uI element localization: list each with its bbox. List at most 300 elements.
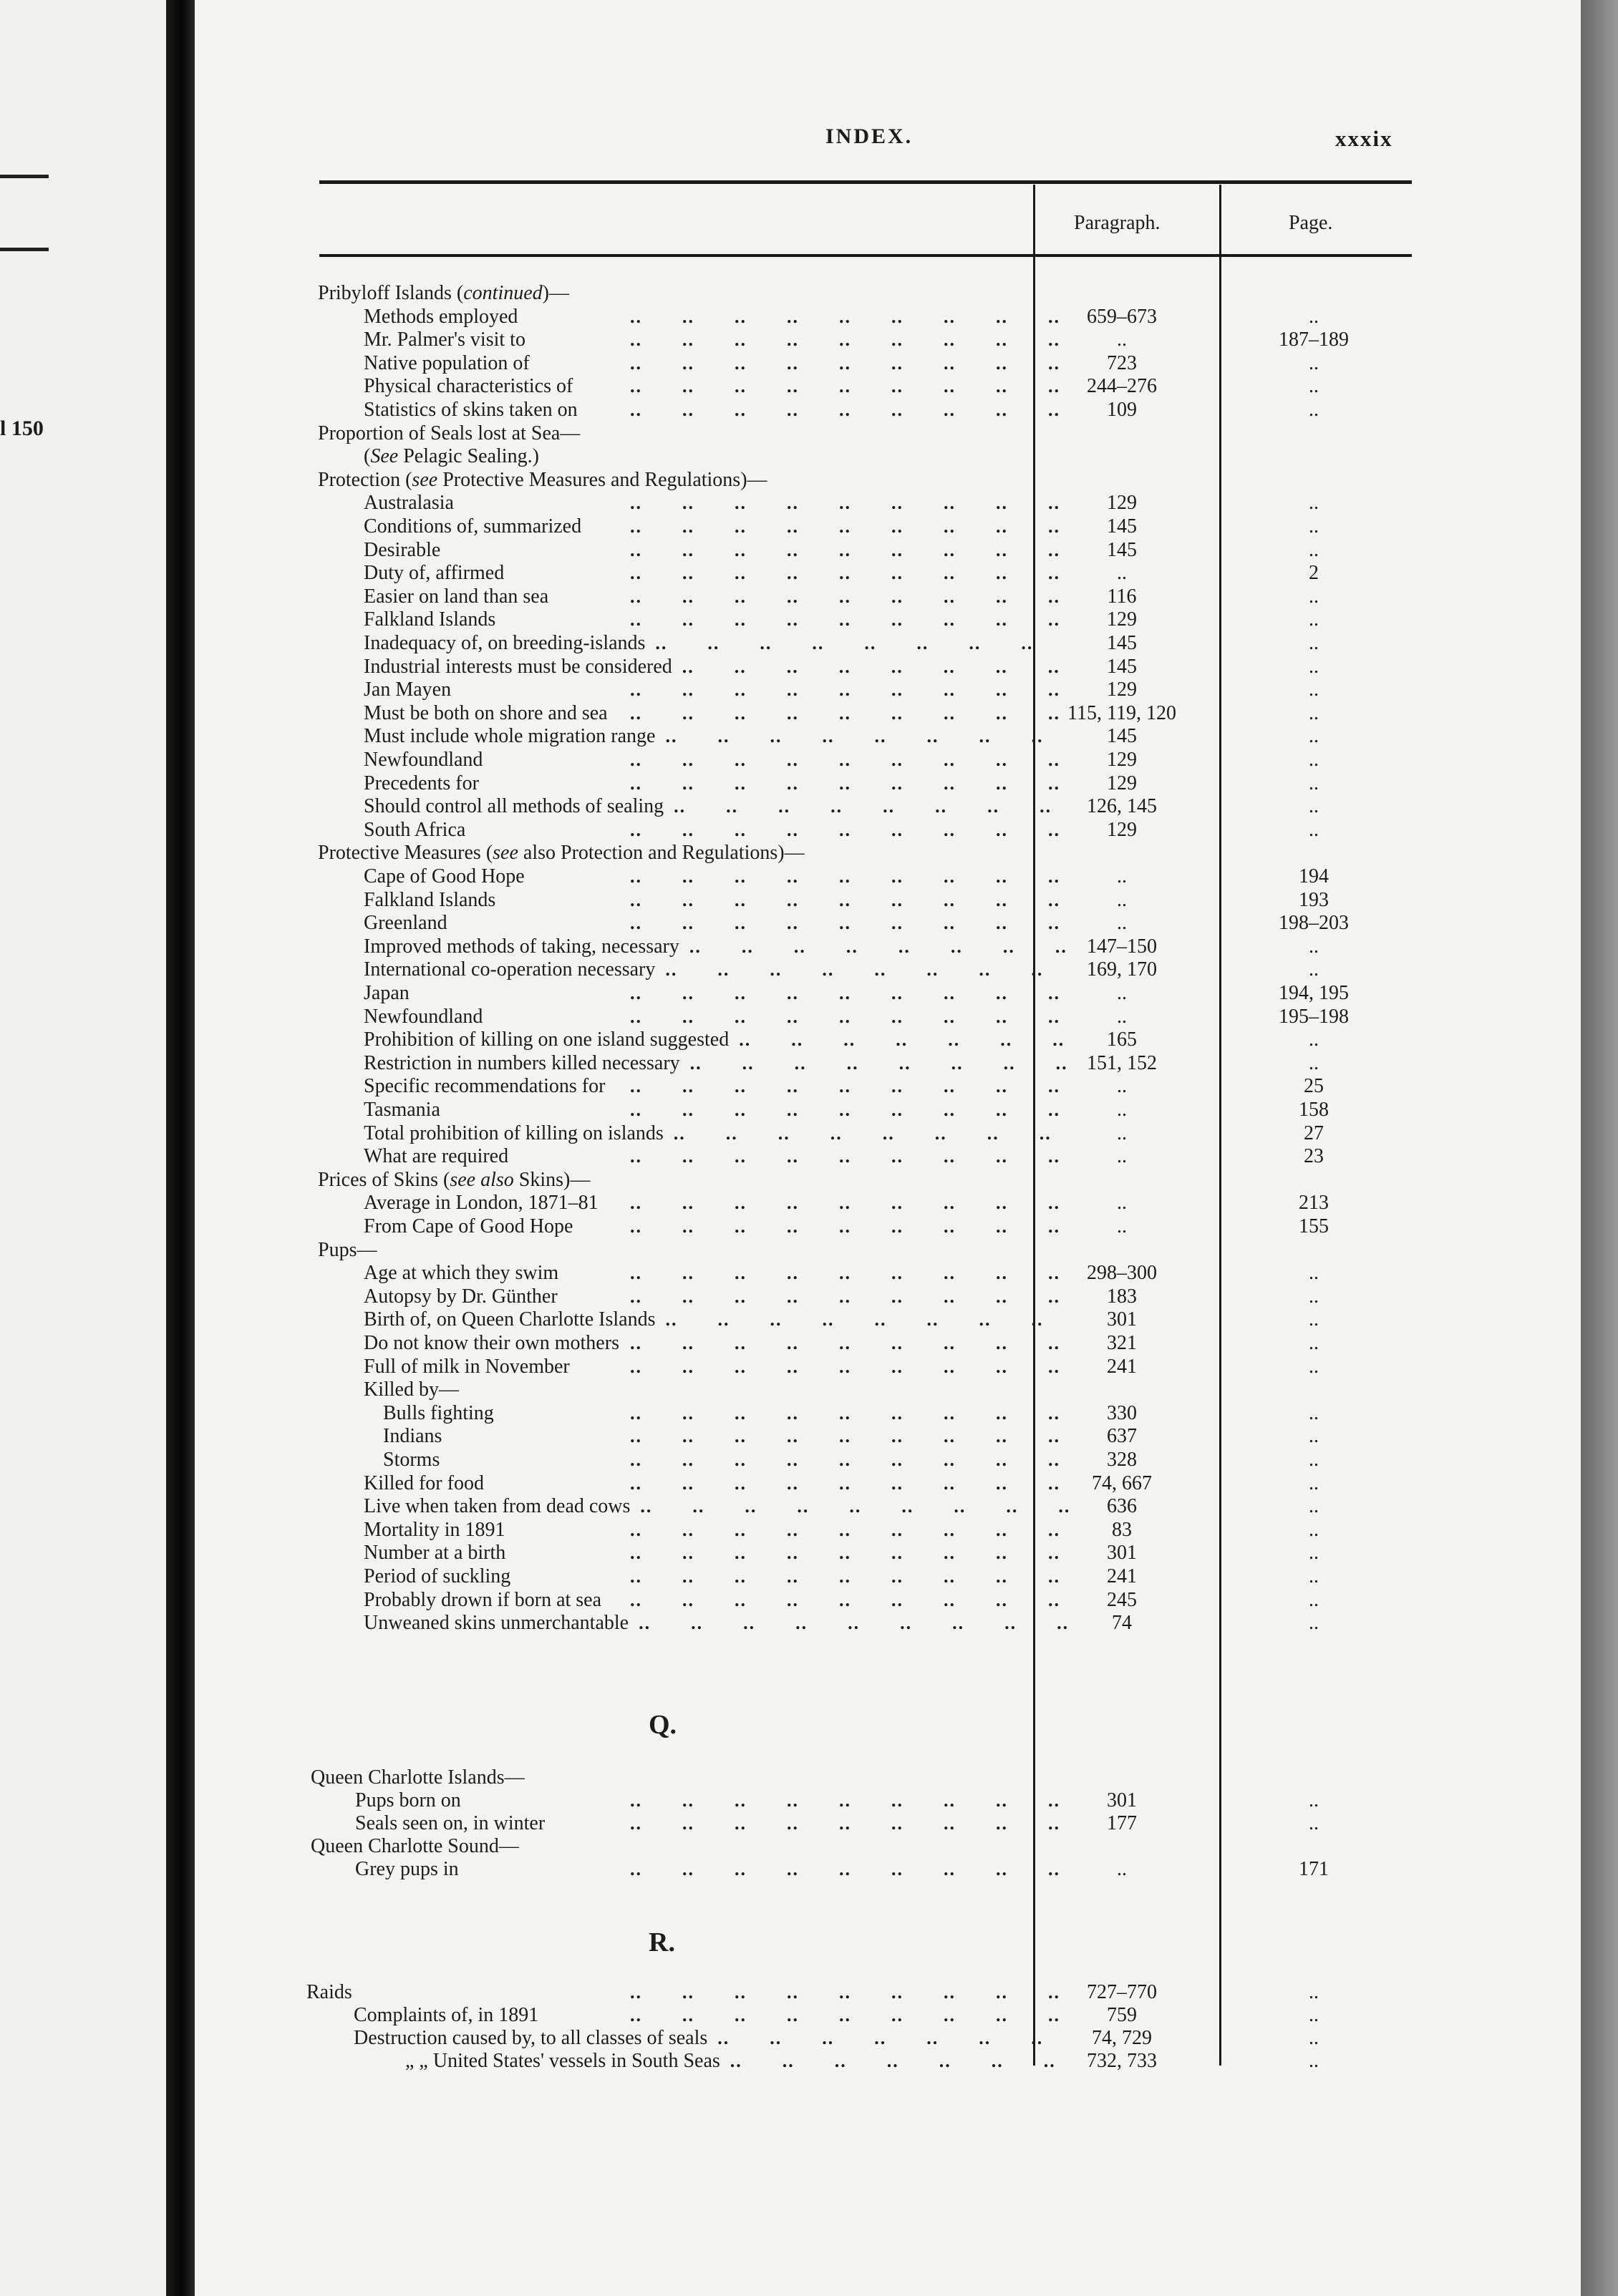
index-entry [0, 1356, 1418, 1378]
entry-label: Precedents for [364, 772, 479, 794]
page-ref: .. [1309, 538, 1319, 561]
previous-page-rule [0, 248, 49, 251]
dot-leader: .. .. .. .. .. .. .. .. [673, 1122, 1052, 1144]
entry-label: Improved methods of taking, necessary [364, 935, 679, 958]
index-entry [0, 678, 1418, 701]
dot-leader: .. .. .. .. .. .. .. .. [674, 796, 1052, 817]
index-entry [0, 1378, 1418, 1401]
paragraph-ref: 732, 733 [1087, 2050, 1157, 2072]
paragraph-ref: 129 [1107, 749, 1137, 771]
index-entry [0, 539, 1418, 562]
paragraph-ref: 637 [1107, 1425, 1137, 1448]
entry-label: Age at which they swim [364, 1262, 559, 1285]
index-entry [0, 492, 1418, 515]
index-entry [0, 632, 1418, 655]
dot-leader: .. .. .. .. .. .. .. .. .. [630, 679, 1060, 701]
page-ref: 194, 195 [1279, 982, 1349, 1004]
dot-leader: .. .. .. .. .. .. .. .. .. [630, 866, 1060, 887]
entry-label: Indians [383, 1425, 442, 1448]
index-entry [0, 1145, 1418, 1168]
index-entry [0, 1122, 1418, 1145]
page-ref: 195–198 [1279, 1005, 1349, 1028]
entry-label: Conditions of, summarized [364, 515, 582, 537]
page-ref: 194 [1299, 865, 1329, 887]
entry-label: Probably drown if born at sea [364, 1588, 602, 1611]
dot-leader: .. .. .. .. .. .. .. .. .. [630, 585, 1060, 607]
entry-label: Pribyloff Islands (continued)— [318, 282, 569, 304]
page-ref: .. [1309, 1262, 1319, 1285]
dot-leader: .. .. .. .. .. .. .. .. .. [630, 1356, 1060, 1377]
page-ref: .. [1309, 351, 1319, 374]
entry-label: Tasmania [364, 1099, 440, 1121]
index-entry [0, 585, 1418, 608]
entry-label: Seals seen on, in winter [355, 1812, 546, 1834]
dot-leader: .. .. .. .. .. .. .. .. .. [630, 772, 1060, 794]
index-entry [0, 1858, 1418, 1881]
page-ref: 155 [1299, 1215, 1329, 1237]
page-ref: 158 [1299, 1099, 1329, 1121]
entry-label: International co-operation necessary [364, 958, 656, 981]
page-ref: .. [1309, 1612, 1319, 1635]
dot-leader: .. .. .. .. .. .. .. .. .. [630, 492, 1060, 514]
entry-label: Falkland Islands [364, 608, 496, 631]
dot-leader: .. .. .. .. .. .. .. .. [689, 1052, 1068, 1074]
paragraph-ref: 659–673 [1087, 305, 1157, 328]
dot-leader: .. .. .. .. .. .. .. .. .. [630, 2005, 1060, 2025]
entry-label: Methods employed [364, 305, 518, 328]
index-entry [0, 445, 1418, 468]
entry-label: Pups born on [355, 1789, 461, 1811]
entry-label: Protective Measures (see also Protection and Regulations)— [318, 842, 805, 865]
column-head-rule [319, 254, 1412, 257]
dot-leader: .. .. .. .. .. .. .. [717, 2028, 1044, 2048]
index-entry [0, 1542, 1418, 1565]
paragraph-ref: 116 [1107, 585, 1137, 608]
entry-label: Killed by— [364, 1378, 459, 1401]
entry-label: South Africa [364, 818, 466, 841]
dot-leader: .. .. .. .. .. .. .. .. .. [630, 376, 1060, 397]
page-ref: .. [1309, 1285, 1319, 1308]
entry-label: Mortality in 1891 [364, 1518, 505, 1541]
dot-leader: .. .. .. .. .. .. .. .. .. [630, 1263, 1060, 1284]
entry-label: Bulls fighting [383, 1401, 494, 1424]
page-edge-shadow [1581, 0, 1618, 2296]
index-entry [0, 1006, 1418, 1028]
index-entry [0, 958, 1418, 981]
entry-label: Greenland [364, 912, 447, 935]
previous-page-text-fragment: l 150 [0, 417, 44, 440]
index-entry [0, 1052, 1418, 1075]
dot-leader: .. .. .. .. .. .. .. .. .. [630, 1566, 1060, 1587]
entry-label: Autopsy by Dr. Günther [364, 1285, 558, 1308]
paragraph-ref: 301 [1107, 1542, 1137, 1565]
index-entry [0, 772, 1418, 795]
page-ref: .. [1309, 655, 1319, 678]
page-ref: .. [1309, 1332, 1319, 1354]
dot-leader: .. .. .. .. .. .. .. .. [655, 633, 1034, 653]
index-entry [0, 1099, 1418, 1122]
index-entry [0, 375, 1418, 398]
paragraph-ref: 145 [1107, 632, 1137, 654]
paragraph-ref: 727–770 [1087, 1981, 1157, 2003]
index-entry [0, 1495, 1418, 1518]
paragraph-ref: 298–300 [1087, 1262, 1157, 1285]
index-entry [0, 1075, 1418, 1098]
page-ref: .. [1309, 1542, 1319, 1565]
entry-label: What are required [364, 1145, 509, 1168]
dot-leader: .. .. .. .. .. .. .. .. [665, 1309, 1044, 1331]
header-rule [319, 180, 1412, 184]
index-entry [0, 889, 1418, 912]
paragraph-ref: 301 [1107, 1308, 1137, 1331]
index-entry [0, 819, 1418, 842]
dot-leader: .. .. .. .. .. .. .. [730, 2051, 1056, 2071]
dot-leader: .. .. .. .. .. .. .. .. .. [630, 702, 1060, 724]
entry-label: Unweaned skins unmerchantable [364, 1612, 629, 1635]
section-letter-r: R. [649, 1927, 675, 1957]
entry-label: Full of milk in November [364, 1355, 570, 1378]
index-entry [0, 912, 1418, 935]
index-entry [0, 982, 1418, 1005]
index-entry [0, 608, 1418, 631]
dot-leader: .. .. .. .. .. .. .. .. [665, 726, 1044, 747]
paragraph-ref: 151, 152 [1087, 1051, 1157, 1074]
dot-leader: .. .. .. .. .. .. .. .. .. [640, 1496, 1071, 1517]
page-ref: .. [1309, 1401, 1319, 1424]
entry-label: Japan [364, 982, 410, 1004]
paragraph-ref: .. [1117, 865, 1127, 887]
page-ref: .. [1309, 1588, 1319, 1611]
entry-label: Prices of Skins (see also Skins)— [318, 1168, 591, 1191]
paragraph-ref: .. [1117, 982, 1127, 1004]
page-ref: 198–203 [1279, 912, 1349, 935]
dot-leader: .. .. .. .. .. .. .. .. .. [630, 609, 1060, 631]
entry-label: Storms [383, 1449, 440, 1471]
dot-leader: .. .. .. .. .. .. .. .. .. [630, 1216, 1060, 1237]
page-ref: .. [1309, 1028, 1319, 1051]
dot-leader: .. .. .. .. .. .. .. .. .. [630, 1426, 1060, 1447]
paragraph-ref: 115, 119, 120 [1067, 701, 1176, 724]
page-ref: .. [1309, 1449, 1319, 1471]
page-ref: 187–189 [1279, 329, 1349, 351]
paragraph-ref: 83 [1112, 1518, 1132, 1541]
page-ref: .. [1309, 935, 1319, 958]
previous-page-rule [0, 175, 49, 178]
index-entry [0, 2050, 1418, 2073]
paragraph-ref: 244–276 [1087, 375, 1157, 398]
paragraph-ref: 147–150 [1087, 935, 1157, 958]
page-ref: .. [1309, 1425, 1319, 1448]
paragraph-ref: 759 [1107, 2004, 1137, 2026]
page-ref: .. [1309, 1812, 1319, 1834]
entry-label: Grey pups in [355, 1858, 459, 1880]
index-entry [0, 1332, 1418, 1355]
paragraph-ref: 74, 667 [1092, 1472, 1152, 1494]
entry-label: Inadequacy of, on breeding-islands [364, 632, 646, 654]
page-ref: .. [1309, 585, 1319, 608]
page-ref: .. [1309, 515, 1319, 537]
index-entry [0, 306, 1418, 329]
paragraph-ref: 301 [1107, 1789, 1137, 1811]
entry-label: Statistics of skins taken on [364, 399, 578, 421]
entry-label: Newfoundland [364, 1005, 483, 1028]
entry-label: Queen Charlotte Islands— [311, 1766, 525, 1789]
page-ref: .. [1309, 818, 1319, 841]
paragraph-ref: .. [1117, 1099, 1127, 1121]
paragraph-ref: 636 [1107, 1495, 1137, 1518]
entry-label: Protection (see Protective Measures and Regulations)— [318, 468, 767, 491]
dot-leader: .. .. .. .. .. .. .. .. .. [630, 1076, 1060, 1097]
page-ref: .. [1309, 2004, 1319, 2026]
dot-leader: .. .. .. .. .. .. .. .. .. [630, 306, 1060, 327]
dot-leader: .. .. .. .. .. .. .. .. .. [630, 1813, 1060, 1834]
paragraph-ref: .. [1117, 888, 1127, 911]
entry-label: Average in London, 1871–81 [364, 1192, 599, 1215]
paragraph-ref: .. [1117, 1215, 1127, 1237]
index-entry [0, 1812, 1418, 1835]
paragraph-ref: 126, 145 [1087, 795, 1157, 818]
paragraph-ref: .. [1117, 1145, 1127, 1168]
index-entry [0, 515, 1418, 538]
page-ref: .. [1309, 1472, 1319, 1494]
index-entry [0, 1402, 1418, 1425]
dot-leader: .. .. .. .. .. .. .. .. .. [630, 399, 1060, 420]
page-ref: .. [1309, 608, 1319, 631]
entry-label: Australasia [364, 492, 454, 515]
entry-label: Should control all methods of sealing [364, 795, 664, 818]
paragraph-ref: 74, 729 [1092, 2027, 1152, 2049]
index-entry [0, 1285, 1418, 1308]
page-ref: 213 [1299, 1192, 1329, 1215]
paragraph-ref: .. [1117, 329, 1127, 351]
index-entry [0, 1472, 1418, 1495]
page-ref: .. [1309, 2050, 1319, 2072]
page-ref: .. [1309, 795, 1319, 818]
paragraph-ref: 129 [1107, 492, 1137, 515]
index-entry [0, 399, 1418, 422]
dot-leader: .. .. .. .. .. .. .. .. [682, 656, 1060, 677]
entry-label: Must include whole migration range [364, 725, 656, 748]
paragraph-ref: 129 [1107, 678, 1137, 701]
index-entry [0, 1519, 1418, 1542]
index-entry [0, 702, 1418, 725]
dot-leader: .. .. .. .. .. .. .. .. .. [630, 1099, 1060, 1120]
entry-label: (See Pelagic Sealing.) [364, 445, 539, 468]
page-ref: .. [1309, 399, 1319, 421]
page-ref: 2 [1309, 562, 1319, 585]
index-entry [0, 935, 1418, 958]
entry-label: Killed for food [364, 1472, 484, 1494]
index-entry [0, 1449, 1418, 1472]
index-entry [0, 749, 1418, 772]
paragraph-ref: .. [1117, 1122, 1127, 1144]
index-entry [0, 1169, 1418, 1192]
entry-label: Complaints of, in 1891 [354, 2004, 539, 2026]
entry-label: Specific recommendations for [364, 1075, 606, 1098]
page-ref: .. [1309, 1355, 1319, 1378]
entry-label: Industrial interests must be considered [364, 655, 672, 678]
entry-label: From Cape of Good Hope [364, 1215, 573, 1237]
index-entry [0, 562, 1418, 585]
page-number: xxxix [1335, 126, 1393, 151]
entry-label: Duty of, affirmed [364, 562, 505, 585]
index-entry [0, 1789, 1418, 1812]
dot-leader: .. .. .. .. .. .. .. .. .. [630, 983, 1060, 1003]
index-entry [0, 1215, 1418, 1238]
entry-label: Live when taken from dead cows [364, 1495, 631, 1518]
index-entry [0, 1981, 1418, 2004]
dot-leader: .. .. .. .. .. .. .. .. .. [630, 1472, 1060, 1494]
index-entry [0, 795, 1418, 818]
dot-leader: .. .. .. .. .. .. .. .. .. [630, 889, 1060, 910]
paragraph-ref: 74 [1112, 1612, 1132, 1635]
index-entry [0, 1835, 1418, 1858]
paragraph-ref: .. [1117, 1005, 1127, 1028]
index-entry [0, 1612, 1418, 1635]
dot-leader: .. .. .. .. .. .. .. .. .. [630, 516, 1060, 537]
entry-label: Total prohibition of killing on islands [364, 1122, 664, 1144]
entry-label: Pups— [318, 1238, 377, 1261]
index-entry [0, 2027, 1418, 2050]
index-entry [0, 725, 1418, 748]
page-ref: .. [1309, 632, 1319, 654]
page-ref: .. [1309, 1051, 1319, 1074]
page-ref: 27 [1304, 1122, 1324, 1144]
index-entry [0, 1565, 1418, 1588]
entry-label: Prohibition of killing on one island suggested [364, 1028, 730, 1051]
paragraph-ref: .. [1117, 1858, 1127, 1880]
index-entry [0, 469, 1418, 492]
dot-leader: .. .. .. .. .. .. .. .. .. [630, 1006, 1060, 1027]
dot-leader: .. .. .. .. .. .. .. .. .. [630, 1402, 1060, 1424]
entry-label: Easier on land than sea [364, 585, 549, 608]
dot-leader: .. .. .. .. .. .. .. .. .. [630, 1146, 1060, 1167]
page-ref: .. [1309, 1518, 1319, 1541]
dot-leader: .. .. .. .. .. .. .. .. .. [630, 1790, 1060, 1811]
index-entry [0, 352, 1418, 375]
index-entry [0, 1425, 1418, 1448]
dot-leader: .. .. .. .. .. .. .. .. .. [630, 563, 1060, 584]
page-ref: 171 [1299, 1858, 1329, 1880]
paragraph-ref: 183 [1107, 1285, 1137, 1308]
entry-label: „ „ United States' vessels in South Seas [405, 2050, 720, 2072]
paragraph-ref: 145 [1107, 538, 1137, 561]
dot-leader: .. .. .. .. .. .. .. .. .. [630, 1192, 1060, 1214]
entry-label: Number at a birth [364, 1542, 506, 1565]
index-entry [0, 329, 1418, 351]
entry-label: Newfoundland [364, 749, 483, 771]
page-ref: .. [1309, 701, 1319, 724]
page-ref: .. [1309, 1565, 1319, 1587]
dot-leader: .. .. .. .. .. .. .. .. .. [630, 329, 1060, 351]
entry-label: Destruction caused by, to all classes of seals [354, 2027, 708, 2049]
paragraph-ref: 129 [1107, 608, 1137, 631]
index-entry [0, 656, 1418, 678]
entry-label: Physical characteristics of [364, 375, 573, 398]
index-entry [0, 842, 1418, 865]
index-entry [0, 1262, 1418, 1285]
dot-leader: .. .. .. .. .. .. .. .. .. [630, 352, 1060, 374]
dot-leader: .. .. .. .. .. .. .. .. .. [630, 1542, 1060, 1564]
entry-label: Falkland Islands [364, 888, 496, 911]
dot-leader: .. .. .. .. .. .. .. .. .. [630, 539, 1060, 560]
index-entry [0, 1028, 1418, 1051]
dot-leader: .. .. .. .. .. .. .. .. [665, 959, 1044, 981]
paragraph-ref: 109 [1107, 399, 1137, 421]
dot-leader: .. .. .. .. .. .. .. [739, 1029, 1065, 1051]
paragraph-ref: 328 [1107, 1449, 1137, 1471]
entry-label: Jan Mayen [364, 678, 452, 701]
dot-leader: .. .. .. .. .. .. .. .. .. [630, 913, 1060, 934]
dot-leader: .. .. .. .. .. .. .. .. .. [630, 1285, 1060, 1307]
paragraph-ref: 245 [1107, 1588, 1137, 1611]
index-entry [0, 2004, 1418, 2027]
index-entry [0, 282, 1418, 305]
entry-label: Period of suckling [364, 1565, 511, 1587]
page-ref: .. [1309, 1789, 1319, 1811]
index-entry [0, 1589, 1418, 1612]
index-entry [0, 865, 1418, 888]
page-ref: .. [1309, 772, 1319, 794]
paragraph-ref: .. [1117, 562, 1127, 585]
dot-leader: .. .. .. .. .. .. .. .. .. [630, 819, 1060, 840]
entry-label: Native population of [364, 351, 530, 374]
paragraph-ref: 129 [1107, 818, 1137, 841]
paragraph-ref: 169, 170 [1087, 958, 1157, 981]
page-ref: 193 [1299, 888, 1329, 911]
dot-leader: .. .. .. .. .. .. .. .. .. [630, 1859, 1060, 1879]
entry-label: Mr. Palmer's visit to [364, 329, 525, 351]
index-entry [0, 1239, 1418, 1262]
paragraph-ref: 177 [1107, 1812, 1137, 1834]
page-ref: .. [1309, 725, 1319, 748]
entry-label: Birth of, on Queen Charlotte Islands [364, 1308, 656, 1331]
paragraph-ref: 321 [1107, 1332, 1137, 1354]
page-ref: .. [1309, 1308, 1319, 1331]
entry-label: Must be both on shore and sea [364, 701, 608, 724]
entry-label: Desirable [364, 538, 441, 561]
page-ref: .. [1309, 1981, 1319, 2003]
paragraph-ref: 723 [1107, 351, 1137, 374]
page-ref: .. [1309, 749, 1319, 771]
paragraph-ref: 165 [1107, 1028, 1137, 1051]
dot-leader: .. .. .. .. .. .. .. .. .. [639, 1612, 1070, 1634]
index-entry [0, 1766, 1418, 1789]
index-entry [0, 1308, 1418, 1331]
section-letter-q: Q. [649, 1710, 677, 1740]
running-title: INDEX. [825, 125, 914, 148]
index-entry [0, 1192, 1418, 1215]
paragraph-ref: .. [1117, 912, 1127, 935]
page-ref: 23 [1304, 1145, 1324, 1168]
paragraph-ref: 241 [1107, 1565, 1137, 1587]
entry-label: Proportion of Seals lost at Sea— [318, 422, 581, 444]
dot-leader: .. .. .. .. .. .. .. .. .. [630, 1333, 1060, 1353]
dot-leader: .. .. .. .. .. .. .. .. [689, 935, 1067, 957]
entry-label: Cape of Good Hope [364, 865, 525, 887]
paragraph-ref: 129 [1107, 772, 1137, 794]
paragraph-ref: 145 [1107, 725, 1137, 748]
page-ref: .. [1309, 678, 1319, 701]
paragraph-ref: 145 [1107, 655, 1137, 678]
entry-label: Restriction in numbers killed necessary [364, 1051, 680, 1074]
page-ref: .. [1309, 305, 1319, 328]
paragraph-ref: .. [1117, 1075, 1127, 1098]
dot-leader: .. .. .. .. .. .. .. .. .. [630, 1589, 1060, 1610]
dot-leader: .. .. .. .. .. .. .. .. .. [630, 749, 1060, 770]
page-ref: .. [1309, 375, 1319, 398]
dot-leader: .. .. .. .. .. .. .. .. .. [630, 1449, 1060, 1470]
